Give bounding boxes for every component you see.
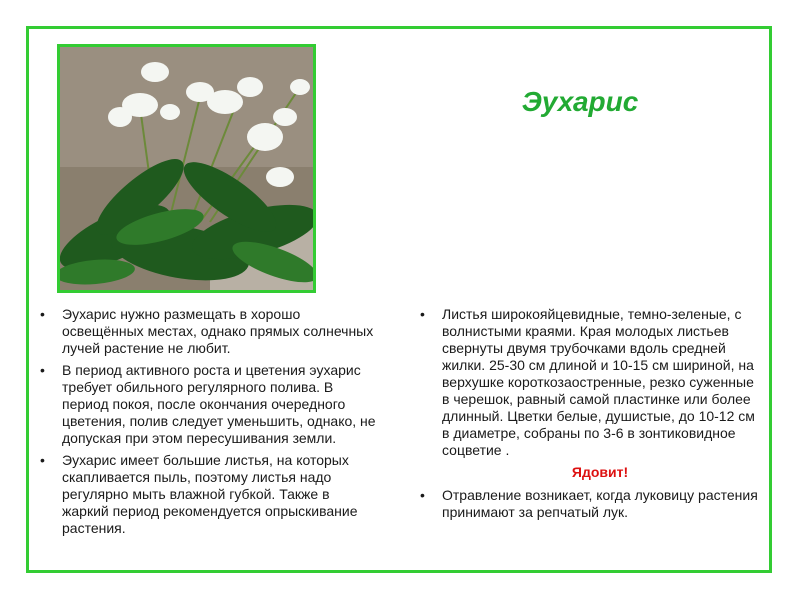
list-item [38,362,378,447]
bullet-icon: • [420,306,425,322]
list-item-text: Листья широкояйцевидные, темно-зеленые, с волнистыми краями. Края молодых листьев свернуты двумя трубочками вдоль средней жилки. 25-30 см длиной и 10-15 см шириной, на верхушке короткозаостренные, резко суженные в черешок, равный самой пластинке или более длинный. Цветки белые, душистые, до 10-12 см в диаметре, собраны по 3-6 в зонтиковидное соцветие . [442,306,755,458]
list-item [418,306,758,459]
list-item-text: Эухарис имеет большие листья, на которых скапливается пыль, поэтому листья надо регулярно мыть влажной губкой. Также в жаркий период рекомендуется опрыскивание растения. [62,452,358,536]
list-item-text: Отравление возникает, когда луковицу растения принимают за репчатый лук. [442,487,758,520]
list-item-text: В период активного роста и цветения эухарис требует обильного регулярного полива. В период покоя, после окончания очередного цветения, полив следует уменьшить, однако, не допуская при этом пересушивания земли. [62,362,376,446]
eucharis-plant-image [60,47,313,290]
bullet-icon: • [40,362,45,378]
right-column [418,306,758,526]
bullet-icon: • [40,452,45,468]
bullet-icon: • [40,306,45,322]
list-item [418,487,758,521]
plant-photo [57,44,316,293]
warning-label: Ядовит! [571,464,629,480]
list-item [38,306,378,357]
bullet-icon: • [420,487,425,503]
page-title: Эухарис [521,86,639,117]
left-column [38,306,378,542]
list-item-text: Эухарис нужно размещать в хорошо освещённых местах, однако прямых солнечных лучей растение не любит. [62,306,374,356]
list-item [38,452,378,537]
